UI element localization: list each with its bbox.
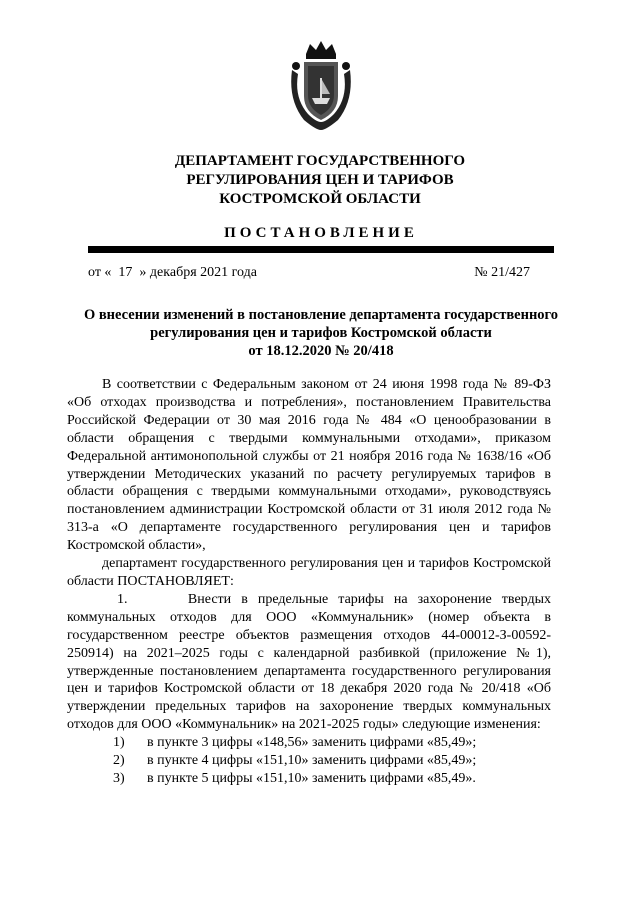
header-divider [88,246,554,251]
title-line: от 18.12.2020 № 20/418 [248,343,394,359]
subitem-number: 2) [113,753,125,769]
department-name [0,152,640,209]
document-type: ПОСТАНОВЛЕНИЕ [224,225,418,241]
item-1-number: 1. [117,591,128,607]
document-number: № 21/427 [474,265,530,280]
subitem-text: в пункте 3 цифры «148,56» заменить цифрами «85,49»; [147,735,477,751]
subitem-number: 3) [113,770,125,786]
subitem [67,770,551,788]
document-type-block [88,224,554,251]
subitem-text: в пункте 4 цифры «151,10» заменить цифрами «85,49»; [147,753,477,769]
department-line: КОСТРОМСКОЙ ОБЛАСТИ [219,191,421,207]
document-date: от « 17 » декабря 2021 года [88,265,257,280]
department-line: ДЕПАРТАМЕНТ ГОСУДАРСТВЕННОГО [174,153,466,169]
resolves-paragraph: департамент государственного регулирования цен и тарифов Костромской области ПОСТАНОВЛЯЕТ: [67,556,551,589]
document-title [78,306,564,360]
subitem-number: 1) [113,735,125,751]
department-line: РЕГУЛИРОВАНИЯ ЦЕН И ТАРИФОВ [186,172,454,188]
subitem [67,734,551,752]
item-1-paragraph [67,591,551,734]
subitem-text: в пункте 5 цифры «151,10» заменить цифрами «85,49». [147,770,476,786]
preamble-paragraph: В соответствии с Федеральным законом от 24 июня 1998 года № 89-ФЗ «Об отходах производства и потребления», постановлением Правительства Российской Федерации от 30 мая 2016 года № 484 «О ценообразовании в области обращения с твердыми коммунальными отходами», приказом Федеральной антимонопольной службы от 21 ноября 2016 года № 1638/16 «Об утверждении Методических указаний по расчету регулируемых тарифов в области обращения с твердыми коммунальными отходами», руководствуясь постановлением администрации Костромской области от 31 июля 2012 года № 313-а «О департаменте государственного регулирования цен и тарифов Костромской области», [67,377,551,554]
document-body [67,376,551,788]
coat-of-arms-icon [286,40,356,132]
title-line: О внесении изменений в постановление департамента государственного [83,307,559,323]
subitem [67,752,551,770]
item-1-text: Внести в предельные тарифы на захоронение твердых коммунальных отходов для ООО «Коммунальник» (номер объекта в государственном реестре объектов размещения отходов 44-00012-З-00592-250914) на 2021–2025 годы с календарной разбивкой (приложение №1), утвержденные постановлением департамента государственного регулирования цен и тарифов Костромской области от 18 декабря 2020 года № 20/418 «Об утверждении предельных тарифов на захоронение твердых коммунальных отходов для ООО «Коммунальник» на 2021-2025 годы» следующие изменения: [67,591,552,733]
title-line: регулирования цен и тарифов Костромской области [150,325,492,341]
